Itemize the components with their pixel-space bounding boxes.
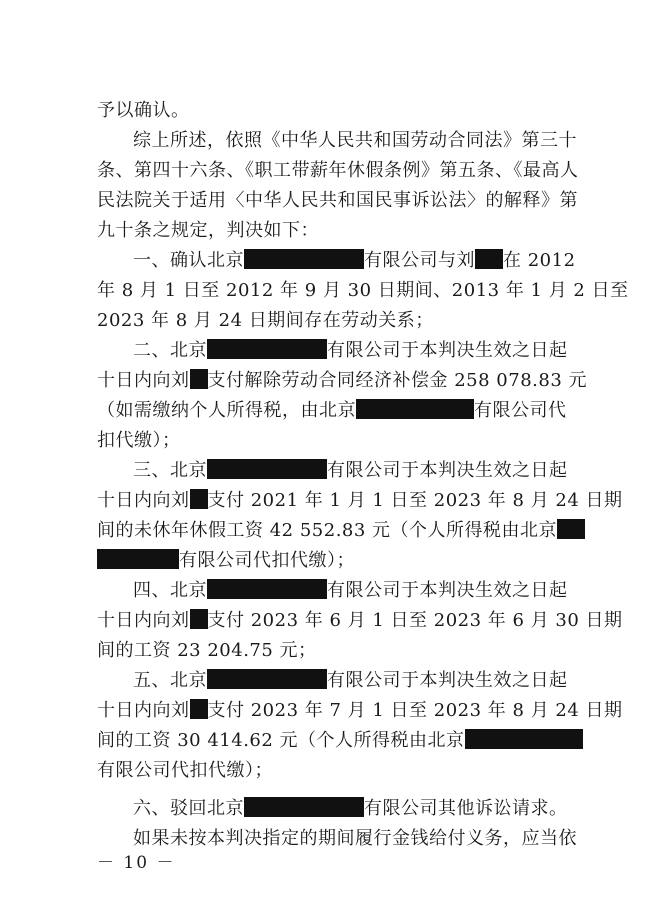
redaction-block xyxy=(244,797,364,817)
text-line xyxy=(97,758,273,784)
text-line xyxy=(97,308,434,334)
text-line xyxy=(133,826,577,852)
text-line xyxy=(97,278,629,304)
text-segment: 十日内向刘 xyxy=(97,700,190,721)
redaction-block xyxy=(207,669,327,689)
text-line xyxy=(97,728,583,754)
text-segment: 支付 2023 年 7 月 1 日至 2023 年 8 月 24 日期 xyxy=(207,700,623,721)
text-line xyxy=(133,248,576,274)
text-segment: 支付 2021 年 1 月 1 日至 2023 年 8 月 24 日期 xyxy=(207,490,623,511)
text-segment: 有限公司于本判决生效之日起 xyxy=(327,670,568,691)
text-segment: 2023 年 8 月 24 日期间存在劳动关系； xyxy=(97,310,434,331)
text-line xyxy=(97,428,181,454)
text-segment: 六、驳回北京 xyxy=(133,798,244,819)
page-number: － 10 － xyxy=(97,853,176,873)
text-segment: 有限公司与刘 xyxy=(364,250,475,271)
text-line xyxy=(133,578,568,604)
redaction-block xyxy=(207,339,327,359)
text-line xyxy=(97,398,567,424)
text-line xyxy=(97,638,317,664)
redaction-block xyxy=(190,369,208,389)
text-segment: 九十条之规定，判决如下： xyxy=(97,220,319,241)
text-segment: 如果未按本判决指定的期间履行金钱给付义务，应当依 xyxy=(133,828,577,849)
text-segment: 三、北京 xyxy=(133,460,207,481)
text-segment: 有限公司于本判决生效之日起 xyxy=(327,460,568,481)
text-segment: 有限公司代 xyxy=(474,400,567,421)
text-segment: 十日内向刘 xyxy=(97,610,190,631)
text-line xyxy=(97,698,623,724)
text-segment: 四、北京 xyxy=(133,580,207,601)
redaction-block xyxy=(190,699,208,719)
text-segment: 十日内向刘 xyxy=(97,370,190,391)
text-segment: 十日内向刘 xyxy=(97,490,190,511)
text-line xyxy=(133,796,568,822)
text-segment: 有限公司代扣代缴）； xyxy=(97,760,273,781)
text-segment: 一、确认北京 xyxy=(133,250,244,271)
redaction-block xyxy=(475,249,503,269)
text-segment: （如需缴纳个人所得税，由北京 xyxy=(97,400,356,421)
text-segment: 年 8 月 1 日至 2012 年 9 月 30 日期间、2013 年 1 月 2 日至 xyxy=(97,280,629,301)
text-segment: 综上所述，依照《中华人民共和国劳动合同法》第三十 xyxy=(133,130,577,151)
redaction-block xyxy=(97,549,179,569)
redaction-block xyxy=(190,609,208,629)
text-line xyxy=(97,548,355,574)
redaction-block xyxy=(190,489,208,509)
text-segment: 予以确认。 xyxy=(97,100,190,121)
redaction-block xyxy=(557,519,585,539)
text-segment: 有限公司代扣代缴）； xyxy=(179,550,355,571)
text-segment: 支付 2023 年 6 月 1 日至 2023 年 6 月 30 日期 xyxy=(207,610,623,631)
text-segment: 条、第四十六条、《职工带薪年休假条例》第五条、《最高人 xyxy=(97,160,579,181)
text-segment: 间的工资 30 414.62 元（个人所得税由北京 xyxy=(97,730,465,751)
text-line xyxy=(97,368,587,394)
text-segment: 民法院关于适用〈中华人民共和国民事诉讼法〉的解释》第 xyxy=(97,190,578,211)
text-line xyxy=(133,128,577,154)
text-segment: 扣代缴）； xyxy=(97,430,181,451)
text-line xyxy=(97,218,319,244)
redaction-block xyxy=(465,729,583,749)
text-segment: 有限公司其他诉讼请求。 xyxy=(364,798,568,819)
redaction-block xyxy=(244,249,364,269)
text-line xyxy=(97,98,190,124)
text-segment: 间的未休年休假工资 42 552.83 元（个人所得税由北京 xyxy=(97,520,558,541)
text-segment: 有限公司于本判决生效之日起 xyxy=(327,580,568,601)
redaction-block xyxy=(356,399,474,419)
text-line xyxy=(133,338,568,364)
text-segment: 支付解除劳动合同经济补偿金 258 078.83 元 xyxy=(207,370,588,391)
redaction-block xyxy=(207,579,327,599)
text-line xyxy=(97,188,578,214)
text-line xyxy=(97,608,623,634)
text-segment: 有限公司于本判决生效之日起 xyxy=(327,340,568,361)
text-segment: 间的工资 23 204.75 元； xyxy=(97,640,317,661)
text-segment: 五、北京 xyxy=(133,670,207,691)
text-line xyxy=(97,158,579,184)
text-line xyxy=(133,458,568,484)
text-line xyxy=(133,668,568,694)
redaction-block xyxy=(207,459,327,479)
text-line xyxy=(97,518,585,544)
text-segment: 在 2012 xyxy=(503,250,576,271)
text-line xyxy=(97,488,623,514)
text-segment: 二、北京 xyxy=(133,340,207,361)
